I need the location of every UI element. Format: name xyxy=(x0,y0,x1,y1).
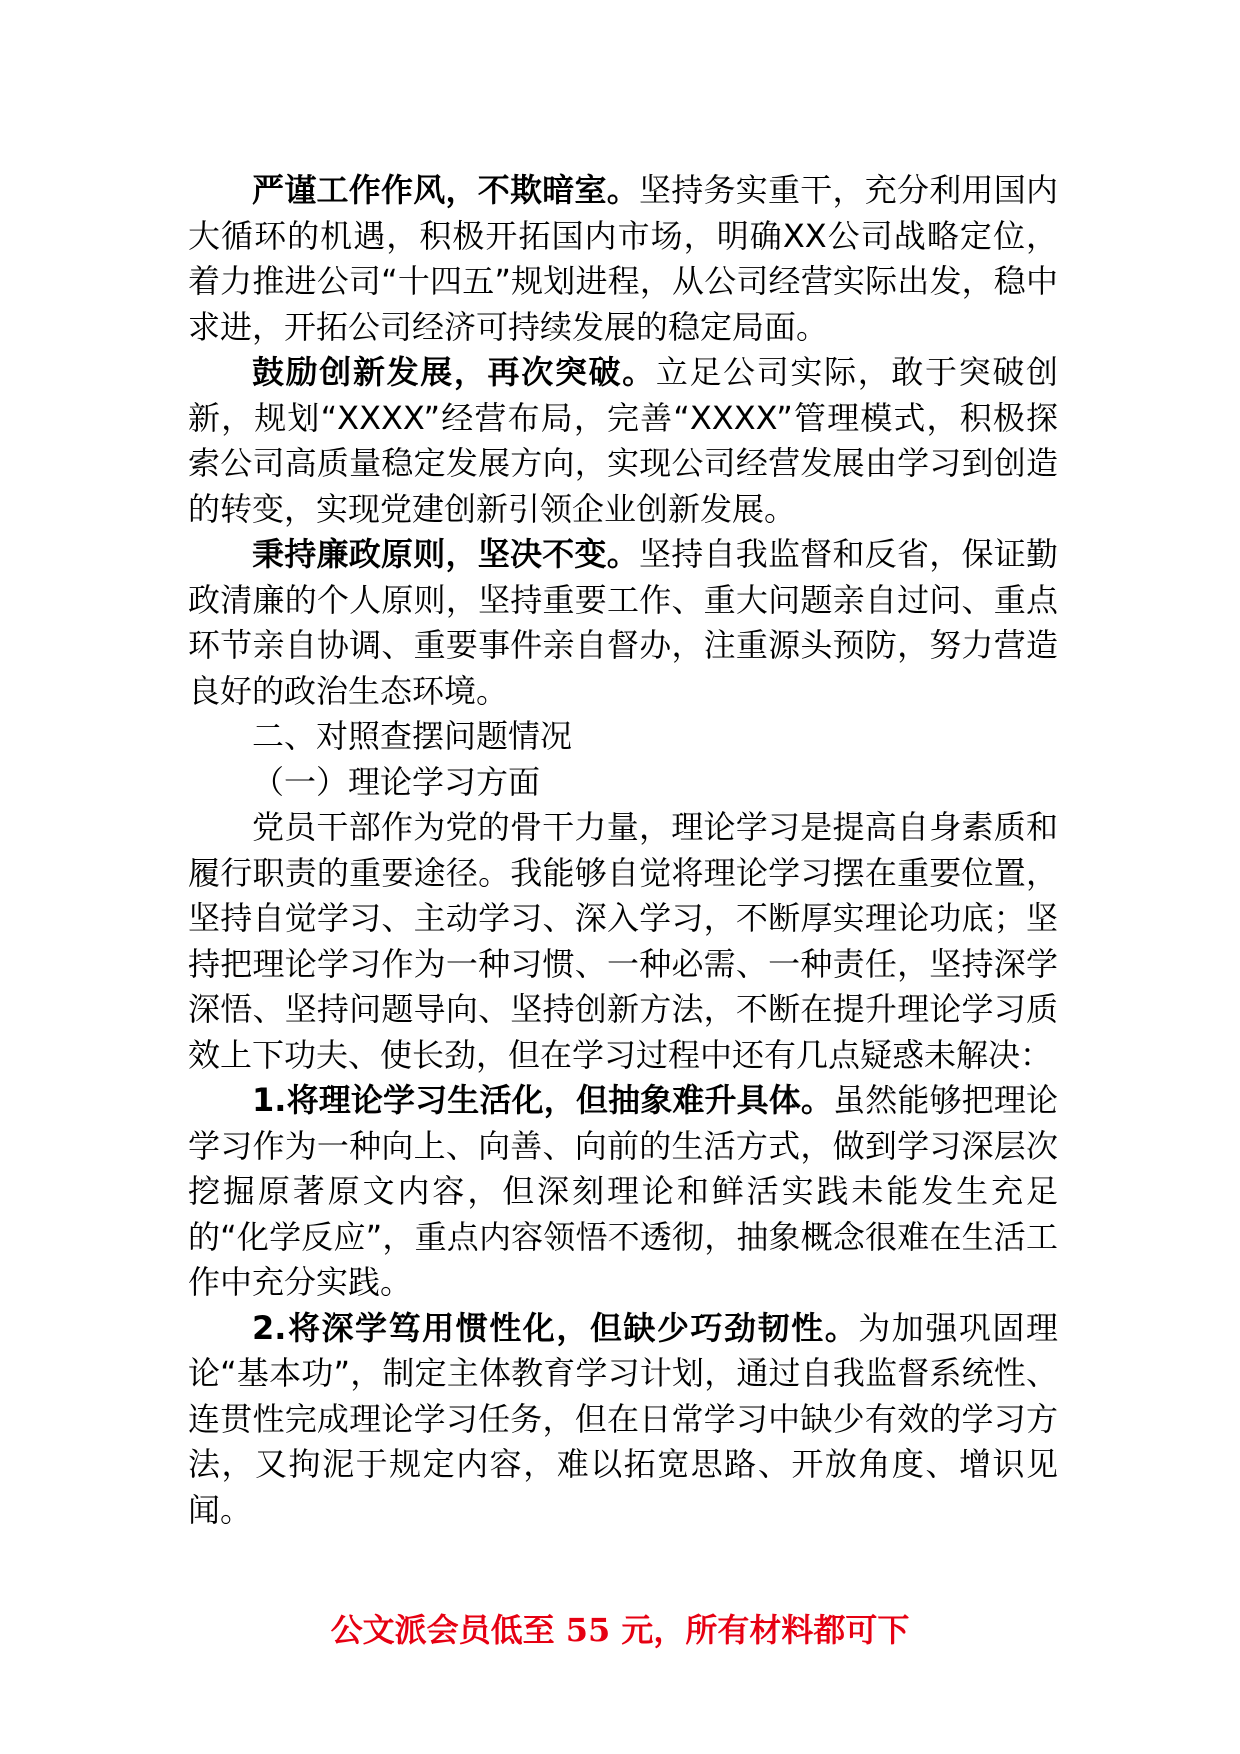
paragraph-text: 为加强巩固理论“基本功”，制定主体教育学习计划，通过自我监督系统性、连贯性完成理论学习任务，但在日常学习中缺少有效的学习方法，又拘泥于规定内容，难以拓宽思路、开放角度、增识见闻。 xyxy=(188,1308,1058,1529)
document-body xyxy=(188,168,1058,1533)
paragraph-lead: 严谨工作作风，不欺暗室。 xyxy=(252,171,639,209)
paragraph-lead: 秉持廉政原则，坚决不变。 xyxy=(252,535,639,573)
paragraph-integrity xyxy=(188,532,1058,714)
section-heading xyxy=(188,714,1058,760)
paragraph-text: 立足公司实际，敢于突破创新，规划“XXXX”经营布局，完善“XXXX”管理模式，积极探索公司高质量稳定发展方向，实现公司经营发展由学习到创造的转变，实现党建创新引领企业创新发展。 xyxy=(188,353,1058,528)
paragraph-lead: 2.将深学笃用惯性化，但缺少巧劲韧性。 xyxy=(252,1308,859,1347)
paragraph-point-1 xyxy=(188,1078,1058,1306)
paragraph-theory-study xyxy=(188,805,1058,1078)
paragraph-lead: 鼓励创新发展，再次突破。 xyxy=(252,353,656,391)
promo-footer: 公文派会员低至 55 元，所有材料都可下 xyxy=(330,1611,910,1649)
paragraph-lead: 1.将理论学习生活化，但抽象难升具体。 xyxy=(252,1081,834,1119)
paragraph-text: 虽然能够把理论学习作为一种向上、向善、向前的生活方式，做到学习深层次挖掘原著原文内容，但深刻理论和鲜活实践未能发生充足的“化学反应”，重点内容领悟不透彻，抽象概念很难在生活工作中充分实践。 xyxy=(188,1081,1058,1301)
paragraph-work-style xyxy=(188,168,1058,350)
paragraph-text: 党员干部作为党的骨干力量，理论学习是提高自身素质和履行职责的重要途径。我能够自觉将理论学习摆在重要位置，坚持自觉学习、主动学习、深入学习，不断厚实理论功底；坚持把理论学习作为一种习惯、一种必需、一种责任，坚持深学深悟、坚持问题导向、坚持创新方法，不断在提升理论学习质效上下功夫、使长劲，但在学习过程中还有几点疑惑未解决： xyxy=(188,808,1058,1074)
subsection-heading xyxy=(188,760,1058,806)
paragraph-innovation xyxy=(188,350,1058,532)
paragraph-text: 坚持自我监督和反省，保证勤政清廉的个人原则，坚持重要工作、重大问题亲自过问、重点环节亲自协调、重要事件亲自督办，注重源头预防，努力营造良好的政治生态环境。 xyxy=(188,535,1058,710)
subsection-heading-text: （一）理论学习方面 xyxy=(252,762,541,801)
paragraph-text: 坚持务实重干，充分利用国内大循环的机遇，积极开拓国内市场，明确XX公司战略定位，着力推进公司“十四五”规划进程，从公司经营实际出发，稳中求进，开拓公司经济可持续发展的稳定局面。 xyxy=(188,171,1058,346)
section-heading-text: 二、对照查摆问题情况 xyxy=(252,717,573,755)
paragraph-point-2 xyxy=(188,1306,1058,1534)
